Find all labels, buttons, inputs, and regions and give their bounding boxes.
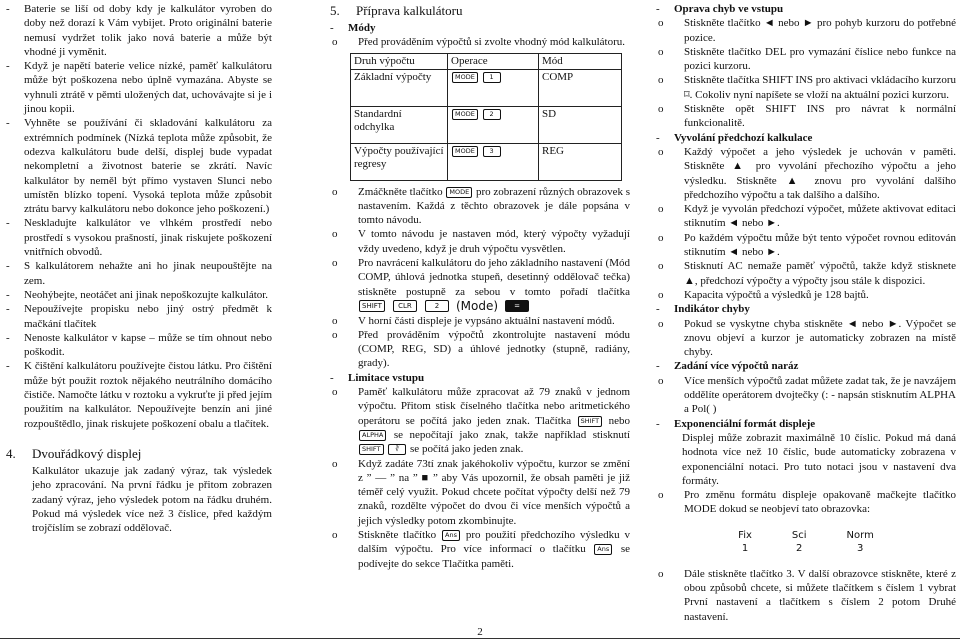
list-item: o Stiskněte tlačítko ◄ nebo ► pro pohyb kurzoru do potřebné pozice. [658,17,956,44]
limit-subheading: - Limitace vstupu [330,371,425,384]
list-item: o Každý výpočet a jeho výsledek je uchován v paměti. Stiskněte ▲ pro vyvolání přechozího výpočtu a jeho výsledku. Stiskněte ▲ znovu pro vyvolání dalšího předchozího výpočtu a tak dalšího a dalšího. [658,145,956,201]
mode-key-icon: MODE [452,72,478,83]
equals-key-icon: = [505,300,529,312]
display-format-screen [656,529,956,555]
digit-key-icon: 1 [483,72,501,83]
table-row: Standardní odchylka MODE 2 SD [351,106,622,143]
mode-key-icon: MODE [452,109,478,120]
list-item: o Po každém výpočtu může být tento výpočet rovnou editován stiknutím ◄ nebo ►. [658,231,956,259]
modes-table [350,53,622,181]
table-row: Výpočty používající regresy MODE 3 REG [351,143,622,180]
list-item: - Baterie se liší od doby kdy je kalkulátor vyroben do doby než dorazí k Vám vybijet. Proto originální baterie nemusí vydržet tolik jako nová baterie a může být vhodné ji vyměnit. [6,3,272,58]
digit-key-icon: 2 [483,109,501,120]
list-item: o V tomto návodu je nastaven mód, který výpočty vyžadují vždy uvedeno, když je druh výpočtu vysvětlen. [332,228,630,255]
digit-key-icon: 3 [483,146,501,157]
reset-key-sequence: SHIFT CLR 2 (Mode) = [358,299,530,313]
shift-key-icon: SHIFT [359,300,385,312]
list-item: - S kalkulátorem nehažte ani ho jinak neupouštějte na zem. [6,260,272,287]
digit-key-icon: 2 [425,300,449,312]
alpha-key-icon: ALPHA [359,430,386,441]
section-heading-5: 5. Příprava kalkulátoru [330,3,463,18]
list-item: - Neohýbejte, neotáčet ani jinak nepoškozujte kalkulátor. [6,288,269,301]
format-option: Fix 1 [738,529,752,554]
ans-key-icon: Ans [442,530,460,541]
list-item: o Kapacita výpočtů a výsledků je 128 bajtů. [658,288,869,301]
list-item: - Nenoste kalkulátor v kapse – může se tím ohnout nebo poškodit. [6,331,272,359]
list-item: o Stiskněte tlačítko DEL pro vymazání číslice nebo funkce na pozici kurzoru. [658,45,956,73]
exponential-subheading: - Exponenciální formát displeje [656,417,816,430]
table-header: Operace [448,53,539,69]
list-item: o Před prováděním výpočtů zkontrolujte nastavení módu (COMP, REG, SD) a úhlové jednotky (stupně, radiány, grady). [332,328,630,370]
list-item: - Nepoužívejte propisku nebo jiný ostrý předmět k mačkání tlačítek [6,303,272,330]
error-indicator-subheading: - Indikátor chyby [656,303,750,316]
list-item: o Pokud se vyskytne chyba stiskněte ◄ nebo ►. Výpočet se znovu objeví a kurzor je automaticky zobrazen na místě chyby. [658,317,956,359]
list-item: o Před prováděním výpočtů si zvolte vhodný mód kalkulátoru. [332,36,626,49]
table-row: Základní výpočty MODE 1 COMP [351,69,622,106]
list-item: o V horní části displeje je vypsáno aktuální nastavení módů. [332,314,615,327]
list-item: o Když zadáte 73tí znak jakéhokoliv výpočtu, kurzor se změní z ” — ” na ” ■ ” aby Vás upozornil, že obsah paměti je již téměř celý využit. Pokud chcete počítat výpočty delší než 79 znaků, rozdělte výpočet do dvou či více menších výpočtů a jejich výsledky potom zkombinujte. [332,457,630,527]
mode-key-icon: MODE [446,187,472,198]
shift-key-icon: SHIFT [359,444,384,455]
exponential-text: Displej může zobrazit maximálně 10 číslic. Pokud má daná hodnota více než 10 číslic, bude automaticky zobrazena v exponenciální notaci. Pro tuto notaci jsou v nastavení dva formáty. [682,431,956,487]
modes-subheading: - Módy [330,22,376,34]
mode-key-icon: MODE [452,146,478,157]
list-item: o Stiskněte opět SHIFT INS pro návrat k normální funkcionalitě. [658,103,956,130]
list-item: o Stiskněte tlačítko Ans pro použití předchozího výsledku v dalším výpočtu. Pro více informací o tlačítku Ans se podívejte do sekce Tlačítka paměti. [332,529,631,570]
recall-subheading: - Vyvolání předchozí kalkulace [656,131,813,144]
ans-key-icon: Ans [594,544,612,555]
cube-root-key-icon: ∛ [388,444,406,455]
page-bottom-rule [0,638,960,639]
list-item: o Dále stiskněte tlačítko 3. V další obrazovce stiskněte, které z obou způsobů chcete, si můžete tlačítkem s číslem 1 vybrat První nastavení a tlačítkem s číslem 2 potom Druhé nastavení. [658,567,956,623]
list-item: o Zmáčkněte tlačítko MODE pro zobrazení různých obrazovek s nastavením. Každá z těchto obrazovek je dále popsána v tomto návodu. [332,185,630,227]
list-item: - Neskladujte kalkulátor ve vlhkém prostředí nebo prostředí s vysokou prašností, jinak riskujete poškození vnitřních obvodů. [6,217,272,259]
list-item: o Pro navrácení kalkulátoru do jeho základního nastavení (Mód COMP, úhlová jednotka stupeň, desetinný oddělovač tečka) stiskněte postupně za sebou v tomto pořadí tlačítka SHIFT CLR 2 (Mode) = [332,257,630,314]
table-header: Druh výpočtu [351,53,448,69]
list-item: - Když je napětí baterie velice nízké, paměť kalkulátoru může být poškozena nebo úplně vymazána. Abyste se vyhnuli ztrátě v pěmti uložených dat, uchovávajte si je i jinou kopii. [6,60,272,116]
list-item: o Více menších výpočtů zadat můžete zadat tak, že je navzájem oddělíte operátorem dvojtečky (: - napsán stisknutím ALPHA a Pol( ) [658,374,956,416]
left-column [6,2,272,535]
middle-column [330,2,630,571]
list-item: - Vyhněte se používání či skladování kalkulátoru za extrémních podmínek (Nízká teplota může způsobit, že odezva kalkulátoru bude delší, displej bude vypadat nekompletní a životnost baterie se zkrátí. Navíc kalkulátor by neměl být přímo vystaven Slunci nebo umístěn blízko topení. Vysoká teplota může způsobit ztrátu barvy kalkulátoru nebo dokonce jeho poškození.) [6,117,272,216]
error-correction-subheading: - Oprava chyb ve vstupu [656,3,784,15]
section-4-text: Kalkulátor ukazuje jak zadaný výraz, tak výsledek jeho zpracování. Na první řádku je přitom zobrazen zadaný výraz, jeho výsledek potom na řádku druhém. Pokud má výsledek více než 3 číslice, před každým trojčíslím se zobrazí oddělovač. [32,464,272,535]
format-option: Norm 3 [846,529,874,554]
table-header: Mód [539,53,622,69]
shift-key-icon: SHIFT [578,416,603,427]
right-column [656,2,956,624]
list-item: o Stisknutí AC nemaže paměť výpočtů, takže když stisknete ▲, předchozí výpočty a výpočty jsou stále k dispozici. [658,260,956,287]
format-option: Sci 2 [791,529,807,554]
list-item: o Stiskněte tlačítka SHIFT INS pro aktivaci vkládacího kurzoru ⌑. Cokoliv nyní napíšete se vloží na aktuální pozici kurzoru. [658,74,956,101]
list-item: o Když je vyvolán předchozí výpočet, můžete aktivovat editaci stiknutím ◄ nebo ►. [658,203,956,230]
clr-key-icon: CLR [393,300,417,312]
list-item: - K čištění kalkulátoru používejte čistou látku. Pro čištění může být použit roztok nějakého neutrálního domácího čističe. Namočte látku v roztoku a vykruťte ji před jejím použitím na kalkulátor. Nepoužívejte benzín ani jiné rozpouštědlo, jinak riskujete poškození obalu a tlačítek. [6,360,272,430]
page-number: 2 [477,626,483,638]
list-item: o Paměť kalkulátoru může zpracovat až 79 znaků v jednom výpočtu. Přitom stisk číselného tlačítka nebo aritmetického operátoru se počítá jako jeden znak. Tlačítka SHIFT nebo ALPHA se nepočítají jako znak, takže například stisknutí SHIFT ∛ se počítá jako jeden znak. [332,386,631,456]
multi-statement-subheading: - Zadání více výpočtů naráz [656,360,799,373]
section-heading-4: 4. Dvouřádkový displej [6,445,142,461]
list-item: o Pro změnu formátu displeje opakovaně mačkejte tlačítko MODE dokud se neobjeví tato obrazovka: [658,489,956,516]
